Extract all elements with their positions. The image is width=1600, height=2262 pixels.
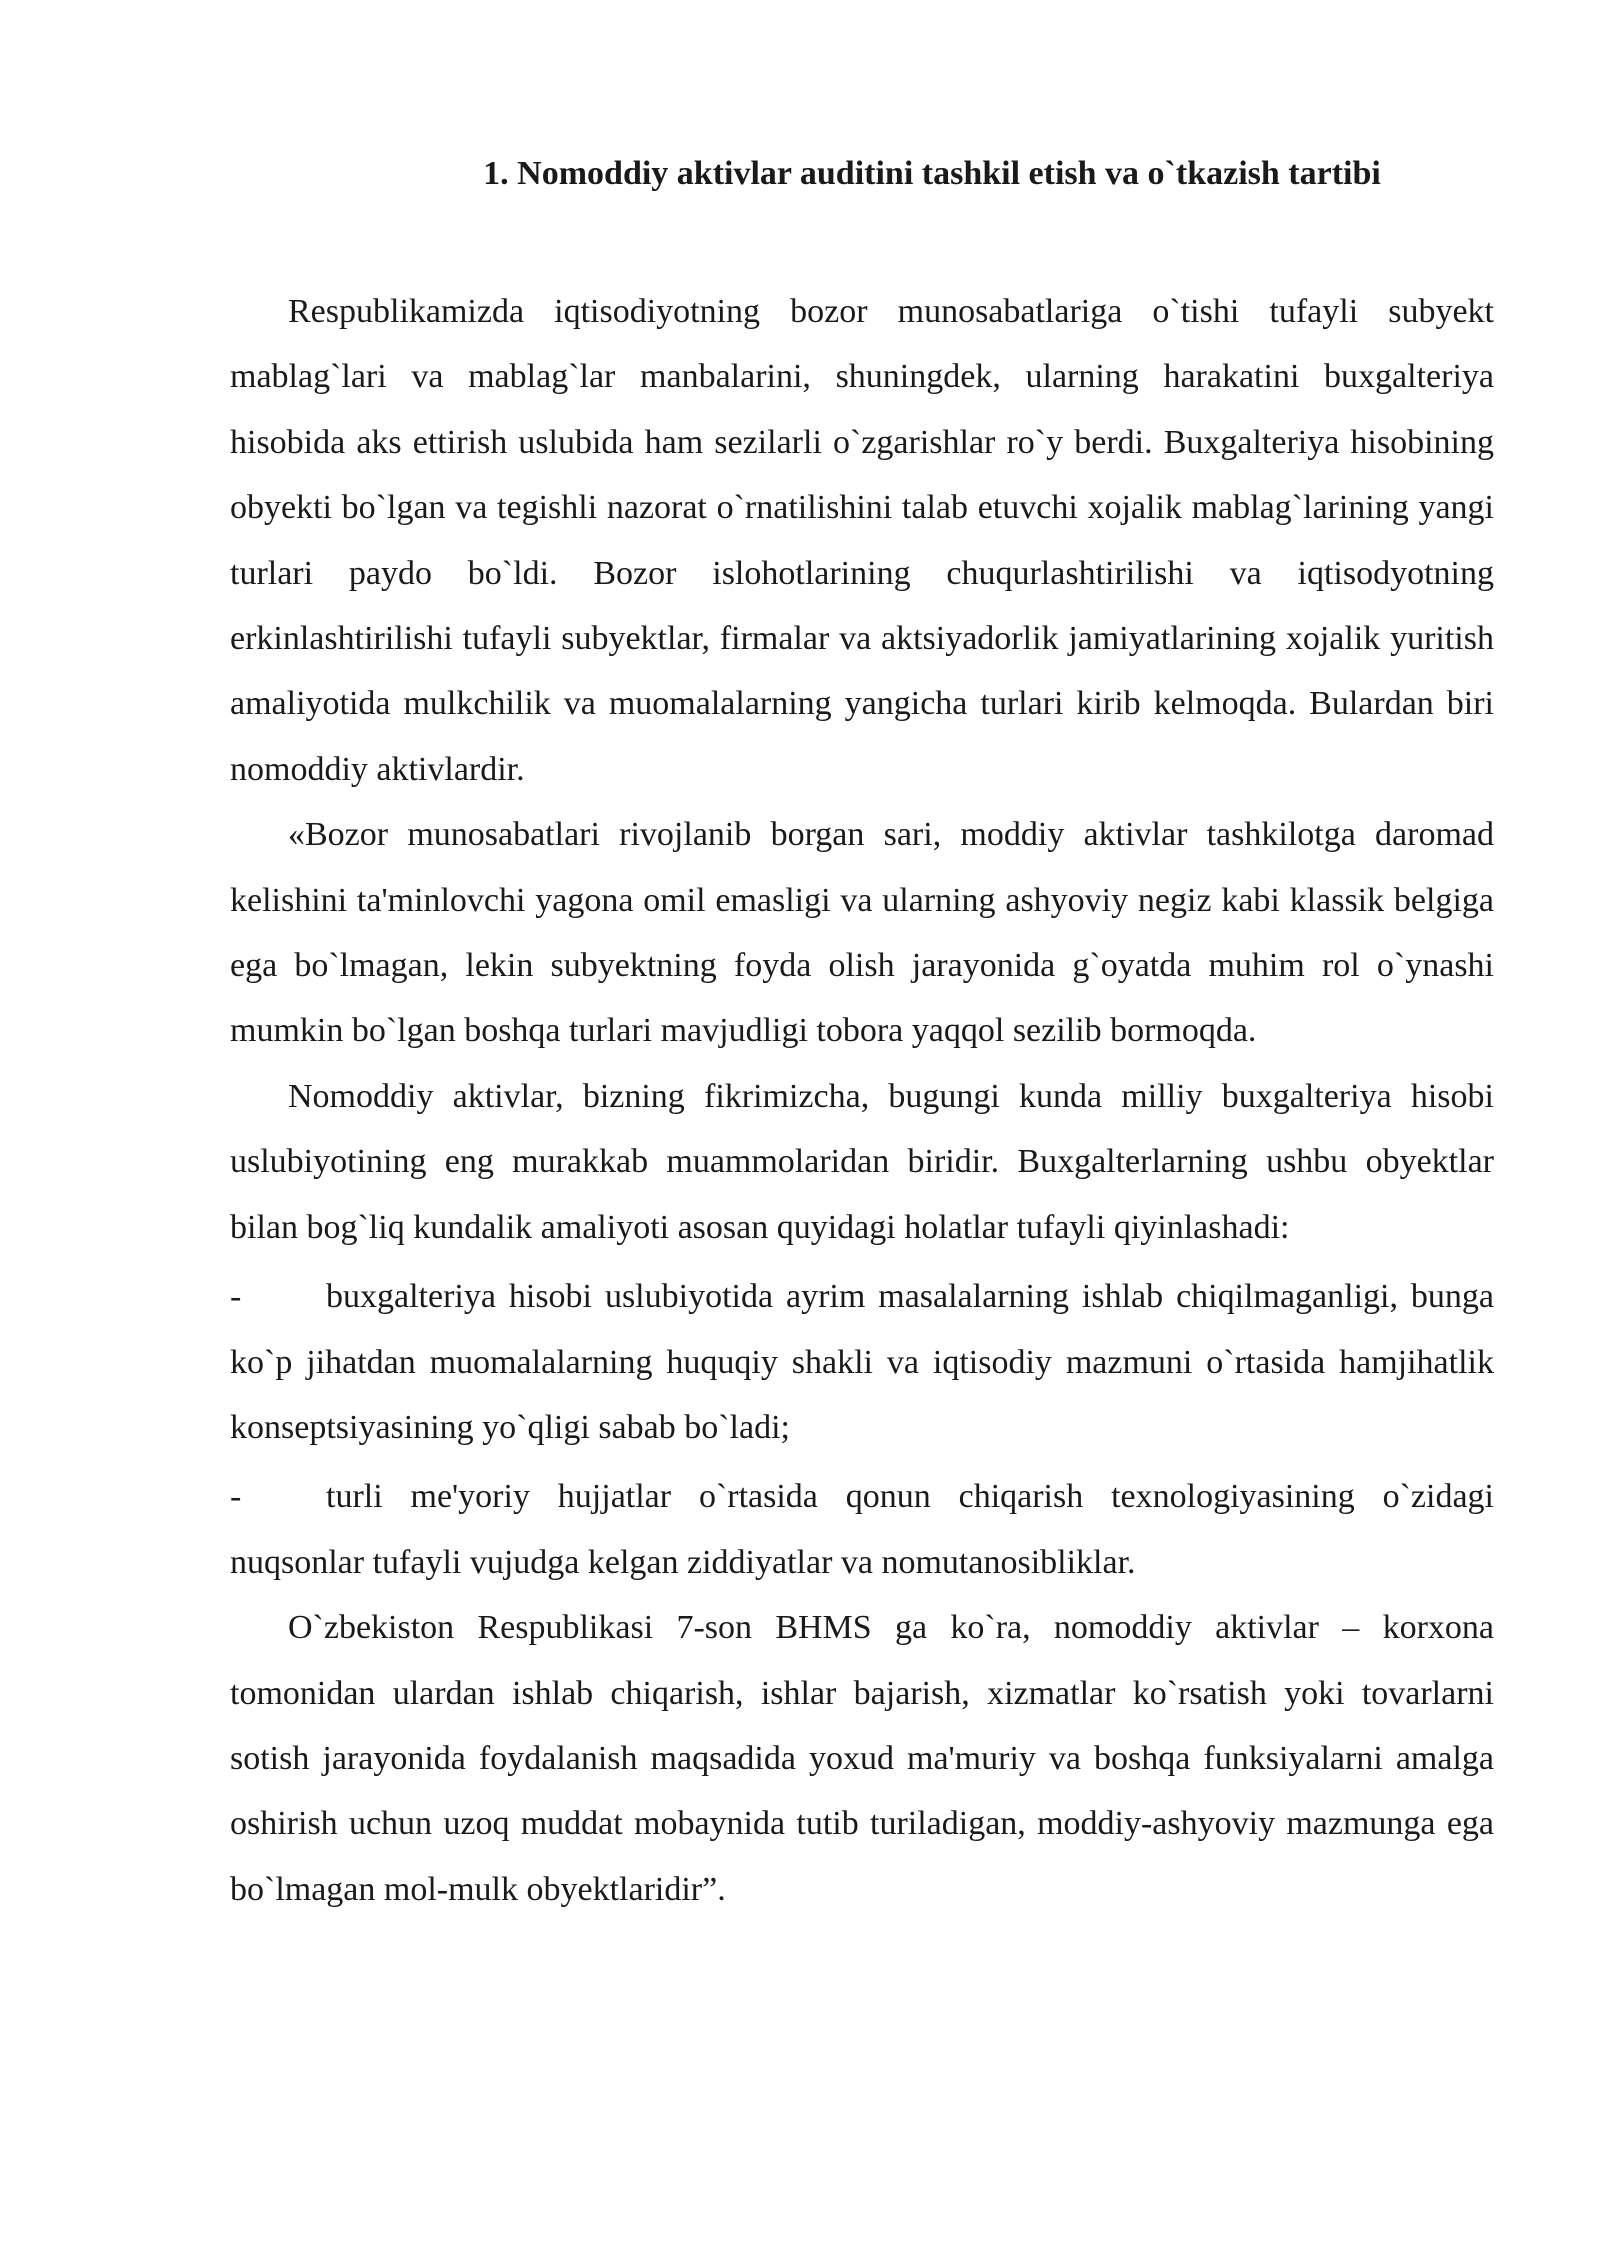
bullet-text: buxgalteriya hisobi uslubiyotida ayrim masalalarning ishlab chiqilmaganligi, bunga ko`p jihatdan muomalalarning huquqiy shakli va iqtisodiy mazmuni o`rtasida hamjihatlik konseptsiyasining yo`qligi sabab bo`ladi; [230,1278,1494,1446]
document-page [230,140,1494,1922]
bullet-item-methodology [230,1264,1494,1460]
paragraph-intro: Respublikamizda iqtisodiyotning bozor munosabatlariga o`tishi tufayli subyekt mablag`lari va mablag`lar manbalarini, shuningdek, ularning harakatini buxgalteriya hisobida aks ettirish uslubida ham sezilarli o`zgarishlar ro`y berdi. Buxgalteriya hisobining obyekti bo`lgan va tegishli nazorat o`rnatilishini talab etuvchi xojalik mablag`larining yangi turlari paydo bo`ldi. Bozor islohotlarining chuqurlashtirilishi va iqtisodyotning erkinlashtirilishi tufayli subyektlar, firmalar va aktsiyadorlik jamiyatlarining xojalik yuritish amaliyotida mulkchilik va muomalalarning yangicha turlari kirib kelmoqda. Bulardan biri nomoddiy aktivlardir. [230,293,1494,788]
section-heading: 1. Nomoddiy aktivlar auditini tashkil etish va o`tkazish tartibi [483,155,1381,192]
bullet-marker: - [230,1478,242,1516]
paragraph-market-relations: «Bozor munosabatlari rivojlanib borgan sari, moddiy aktivlar tashkilotga daromad kelishini ta'minlovchi yagona omil emasligi va ularning ashyoviy negiz kabi klassik belgiga ega bo`lmagan, lekin subyektning foyda olish jarayonida g`oyatda muhim rol o`ynashi mumkin bo`lgan boshqa turlari mavjudligi tobora yaqqol sezilib bormoqda. [230,816,1494,1050]
bullet-text: turli me'yoriy hujjatlar o`rtasida qonun chiqarish texnologiyasining o`zidagi nuqsonlar tufayli vujudga kelgan ziddiyatlar va nomutanosibliklar. [230,1478,1494,1581]
paragraph-bhms-definition: O`zbekiston Respublikasi 7-son BHMS ga ko`ra, nomoddiy aktivlar – korxona tomonidan ulardan ishlab chiqarish, ishlar bajarish, xizmatlar ko`rsatish yoki tovarlarni sotish jarayonida foydalanish maqsadida yoxud ma'muriy va boshqa funksiyalarni amalga oshirish uchun uzoq muddat mobaynida tutib turiladigan, moddiy-ashyoviy mazmunga ega bo`lmagan mol-mulk obyektlaridir”. [230,1609,1494,1908]
bullet-marker: - [230,1278,242,1316]
paragraph-intangible-assets: Nomoddiy aktivlar, bizning fikrimizcha, bugungi kunda milliy buxgalteriya hisobi uslubiyotining eng murakkab muammolaridan biridir. Buxgalterlarning ushbu obyektlar bilan bog`liq kundalik amaliyoti asosan quyidagi holatlar tufayli qiyinlashadi: [230,1077,1494,1246]
bullet-item-regulations [230,1464,1494,1595]
